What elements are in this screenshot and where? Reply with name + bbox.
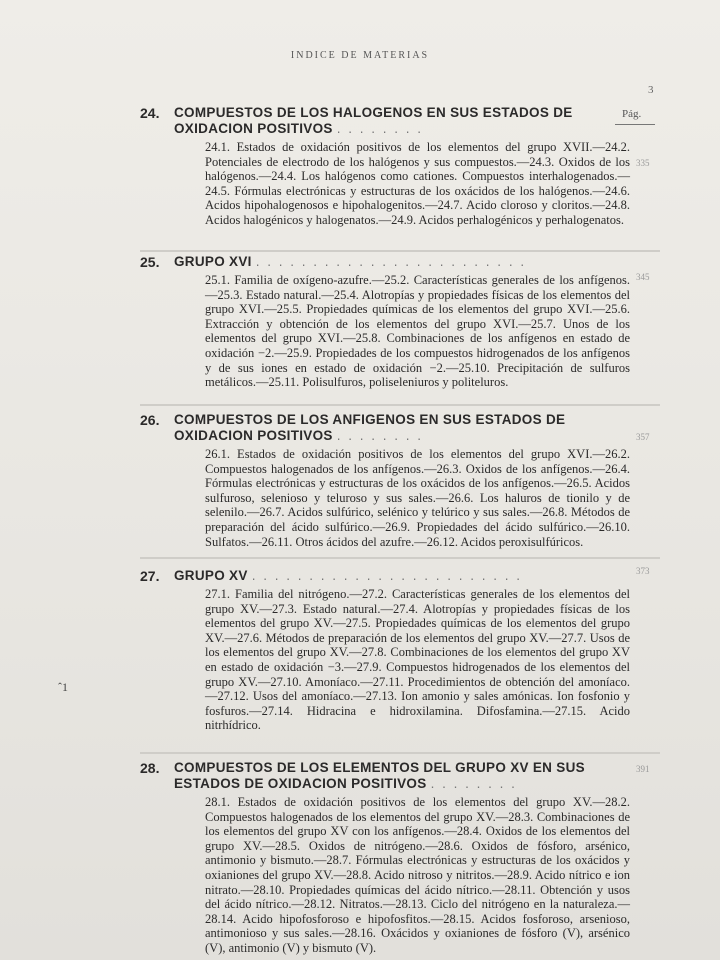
entry-page: 357 (636, 432, 650, 442)
page-column-label: Pág. (622, 108, 642, 120)
entry-page: 345 (636, 272, 650, 282)
divider (140, 557, 660, 559)
divider (140, 404, 660, 406)
entry-title: COMPUESTOS DE LOS HALOGENOS EN SUS ESTADOS DE OXIDACION POSITIVOS . . . . . . . . (174, 105, 573, 136)
running-header: INDICE DE MATERIAS (290, 50, 430, 61)
entry-title: GRUPO XVI . . . . . . . . . . . . . . . . . . . . . . . . (174, 254, 527, 269)
entry-page: 335 (636, 158, 650, 168)
toc-entry-25 (140, 254, 630, 390)
toc-entry-24 (140, 105, 630, 228)
header-rule (615, 124, 655, 125)
margin-mark: ˆ1 (58, 680, 68, 694)
divider (140, 250, 660, 252)
page-number: 3 (648, 84, 654, 96)
entry-page: 373 (636, 566, 650, 576)
entry-page: 391 (636, 764, 650, 774)
entry-summary: 28.1. Estados de oxidación positivos de los elementos del grupo XV.—28.2. Compuestos halogenados de los elementos del grupo XV.—28.3. Combinaciones de los elementos del grupo XV con los anfígenos.—28.4. Oxidos de los elementos del grupo XV.—28.5. Oxidos de nitrógeno.—28.6. Oxidos de fósforo, arsénico, antimonio y bismuto.—28.7. Fórmulas electrónicas y estructuras de los oxácidos y oxianiones del grupo XV.—28.8. Acido nitroso y nitritos.—28.9. Acido nítrico e ion nitrato.—28.10. Propiedades químicas del ácido nítrico.—28.11. Obtención y usos del ácido nítrico.—28.12. Nitratos.—28.13. Ciclo del nitrógeno en la naturaleza.—28.14. Acido hipofosforoso e hipofosfitos.—28.15. Acidos fosforoso, arsenioso, antimonioso y sus sales.—28.16. Oxácidos y oxianiones de fósforo (V), arsénico (V), antimonio (V) y bismuto (V). (205, 795, 630, 955)
entry-number: 28. (140, 760, 160, 776)
divider (140, 752, 660, 754)
entry-number: 26. (140, 412, 160, 428)
entry-summary: 24.1. Estados de oxidación positivos de los elementos del grupo XVII.—24.2. Potenciales de electrodo de los halógenos y sus compuestos.—24.3. Oxidos de los halógenos.—24.4. Los halógenos como cationes. Compuestos interhalogenados.—24.5. Fórmulas electrónicas y estructuras de los oxácidos de los halógenos.—24.6. Acidos hipohalogenosos e hipohalogenitos.—24.7. Acido cloroso y cloritos.—24.8. Acidos halogénicos y halogenatos.—24.9. Acidos perhalogénicos y perhalogenatos. (205, 140, 630, 227)
entry-summary: 26.1. Estados de oxidación positivos de los elementos del grupo XVI.—26.2. Compuestos halogenados de los anfígenos.—26.3. Oxidos de los anfígenos.—26.4. Fórmulas electrónicas y estructuras de los oxácidos de los anfígenos.—26.5. Acidos sulfuroso, selenioso y teluroso y sus sales.—26.6. Los haluros de tionilo y de selenilo.—26.7. Acidos sulfúrico, selénico y telúrico y sus sales.—26.8. Métodos de preparación del ácido sulfúrico.—26.9. Propiedades del ácido sulfúrico.—26.10. Sulfatos.—26.11. Otros ácidos del azufre.—26.12. Acidos peroxisulfúricos. (205, 447, 630, 549)
entry-number: 27. (140, 568, 160, 584)
entry-number: 24. (140, 105, 160, 121)
entry-summary: 25.1. Familia de oxígeno-azufre.—25.2. Características generales de los anfígenos.—25.3. Estado natural.—25.4. Alotropías y propiedades físicas de los elementos del grupo XVI.—25.5. Propiedades químicas de los elementos del grupo XVI.—25.6. Extracción y obtención de los elementos del grupo XVI.—25.7. Unos de los elementos del grupo XVI.—25.8. Combinaciones de los anfígenos en estado de oxidación −2.—25.9. Propiedades de los compuestos hidrogenados de los anfígenos y de sus iones en estado de oxidación −2.—25.10. Precipitación de sulfuros metálicos.—25.11. Polisulfuros, poliseleniuros y politeluros. (205, 273, 630, 390)
entry-title: COMPUESTOS DE LOS ELEMENTOS DEL GRUPO XV EN SUS ESTADOS DE OXIDACION POSITIVOS . . . . . . . . (174, 760, 585, 791)
toc-entry-26 (140, 412, 630, 549)
toc-entry-28 (140, 760, 630, 956)
toc-entry-27 (140, 568, 630, 733)
entry-summary: 27.1. Familia del nitrógeno.—27.2. Características generales de los elementos del grupo XV.—27.3. Estado natural.—27.4. Alotropías y propiedades físicas de los elementos del grupo XV.—27.5. Propiedades químicas de los elementos del grupo XV.—27.6. Métodos de preparación de los elementos del grupo XV.—27.7. Usos de los elementos del grupo XV.—27.8. Combinaciones de los elementos del grupo XV en estado de oxidación −3.—27.9. Compuestos hidrogenados de los elementos del grupo XV.—27.10. Amoníaco.—27.11. Procedimientos de obtención del amoníaco.—27.12. Usos del amoníaco.—27.13. Ion amonio y sales amónicas. Ion fosfonio y fosfuros.—27.14. Hidracina e hidroxilamina. Difosfamina.—27.15. Acido nitrhídrico. (205, 587, 630, 733)
entry-number: 25. (140, 254, 160, 270)
entry-title: GRUPO XV . . . . . . . . . . . . . . . . . . . . . . . . (174, 568, 523, 583)
entry-title: COMPUESTOS DE LOS ANFIGENOS EN SUS ESTADOS DE OXIDACION POSITIVOS . . . . . . . . (174, 412, 566, 443)
